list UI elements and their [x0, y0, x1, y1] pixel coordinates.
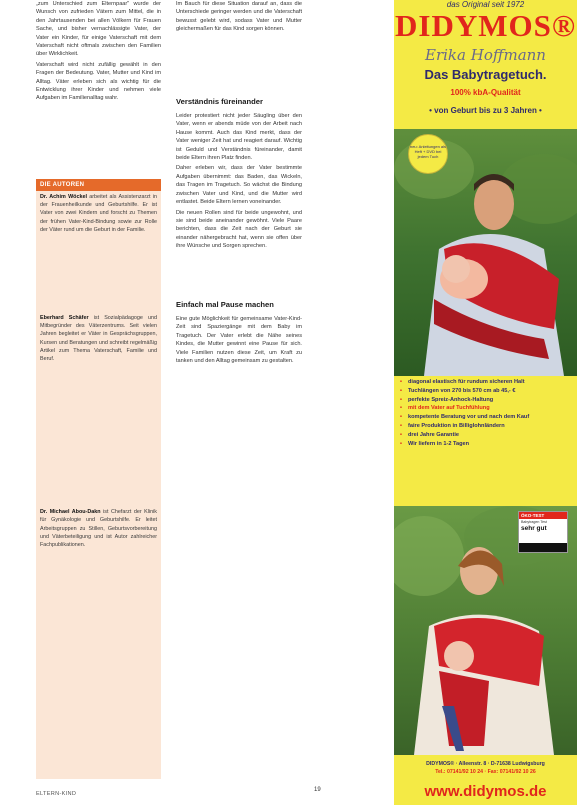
author-bio: ist Sozialpädagoge und Mitbegründer des Väterzentrums. Seit vielen Jahren begleitet er Väter in Gesprächsgruppen, Kursen und Beratungen und schreibt regelmäßig Artikel zum Thema Vaterschaft, Familie und Beruf. — [40, 315, 157, 363]
article-paragraph: Die neuen Rollen sind für beide ungewohnt, und sie sind beide aneinander gewöhnt. Viele Paare berichten, dass die Zeit nach der Geburt sie einander nähergebracht hat, wenn sie offen über ihre Wünsche und Sorgen sprechen. — [176, 209, 302, 250]
article-column-2 — [176, 0, 302, 367]
authors-box — [36, 179, 161, 779]
author-bio: ist Chefarzt der Klinik für Gynäkologie und Geburtshilfe. Er leitet Arbeitsgruppen zu Stillen, Geburtsvorbereitung und Väterbeteiligung und ist Autor zahlreicher Fachpublikationen. — [40, 509, 157, 549]
age-range: • von Geburt bis zu 3 Jahren • — [429, 106, 542, 115]
author-name: Dr. Achim Wöckel — [40, 194, 87, 200]
author-name: Eberhard Schäfer — [40, 315, 89, 322]
article-paragraph: Vaterschaft wird nicht zufällig gewählt in den Fragen der Bedeutung. Vater, Mutter und Kind im Alltag. Väter erleben sich als wichtig für die Entwicklung ihrer Kinder und nehmen viele Aufgaben im Familienalltag wahr. — [36, 61, 161, 102]
feature-item: • Tuchlängen von 270 bis 570 cm ab 45,- € — [400, 387, 516, 394]
feature-item: • diagonal elastisch für rundum sicheren Halt — [400, 379, 525, 385]
author-entry — [36, 506, 161, 552]
phone-line: Tel.: 07141/92 10 24 · Fax: 07141/92 10 26 — [435, 769, 536, 775]
authors-box-header: DIE AUTOREN — [36, 179, 161, 191]
address-line: DIDYMOS® · Alleenstr. 8 · D-71638 Ludwigsburg — [426, 761, 545, 767]
founder-signature: Erika Hoffmann — [425, 46, 546, 64]
article-paragraph: „zum Unterschied zum Elternpaar" wurde der Wunsch von zufrieden Vätern zum Mittel, die in den Jahrtausenden bei allen Völkern für Frauen Sache, und bisher vernachlässigte Vater, der Vater ein Kinder, für einige Vaterschaft mit dem Vaterschaft nicht oftmals zwischen den Familien über Wirklichkeit. — [36, 1, 161, 58]
website-link[interactable]: www.didymos.de — [424, 783, 547, 800]
page-number: 19 — [314, 787, 321, 793]
didymos-advertisement[interactable] — [394, 0, 577, 805]
article-paragraph: Eine gute Möglichkeit für gemeinsame Vater-Kind-Zeit sind Spaziergänge mit dem Baby im Tragetuch. Der Vater erlebt die Nähe seines Kindes, die Mutter gewinnt eine Pause für sich. Viele Familien nutzen diese Zeit, um Kraft zu tanken und den Alltag gemeinsam zu gestalten. — [176, 315, 302, 364]
feature-item: • perfekte Spreiz-Anhock-Haltung — [400, 396, 494, 403]
feature-item: • faire Produktion in Billiglohnländern — [400, 422, 505, 429]
author-entry — [36, 191, 161, 237]
author-name: Dr. Michael Abou-Dakn — [40, 509, 101, 516]
author-entry — [36, 312, 161, 366]
feature-list — [394, 378, 577, 448]
magazine-name: ELTERN-KIND — [36, 791, 77, 797]
article-paragraph: Leider protestiert nicht jeder Säugling über den Vater, wenn er abends müde von der Arbeit nach Hause kommt. Auch das Kind merkt, dass der Vater weniger Zeit hat und reagiert darauf. Wichtig ist Geduld und Verständnis füreinander, damit beide Eltern ihren Platz finden. — [176, 113, 302, 162]
feature-item: • Wir liefern in 1-2 Tagen — [400, 440, 470, 447]
ad-tagline: das Original seit 1972 — [446, 0, 525, 9]
contact-info — [394, 760, 577, 776]
dvd-badge: neu: Anleitungen als Heft + DVD bei jedem Tuch — [408, 134, 448, 174]
article-paragraph: Im Bauch für diese Situation darauf an, dass die Unterschiede geringer werden und die Vaterschaft bewusst gelebt wird, sodass Vater und Mutter gleichermaßen für das Kind sorgen können. — [176, 1, 302, 33]
article-paragraph: Daher erleben wir, dass der Vater bestimmte Aufgaben übernimmt: das Baden, das Wickeln, das Tragen im Tragetuch. So wächst die Bindung zwischen Vater und Kind, und die Mutter wird entlastet. Beide Eltern lernen voneinander. — [176, 165, 302, 206]
quality-claim: 100% kbA-Qualität — [450, 88, 521, 97]
mother-with-baby-photo — [394, 506, 577, 755]
author-bio: arbeitet als Assistenzarzt in der Frauenheilkunde und Geburtshilfe. Er ist Vater von zwei Kindern und forscht zu Themen der frühen Vater-Kind-Bindung sowie zur Rolle der Väter rund um die Geburt in der Familie. — [40, 194, 157, 233]
ad-title: Das Babytragetuch. — [424, 67, 547, 82]
feature-item: • drei Jahre Garantie — [400, 431, 459, 438]
article-column-1 — [36, 0, 161, 105]
father-with-baby-photo — [394, 129, 577, 376]
brand-logo: DIDYMOS® — [395, 8, 576, 43]
section-heading: Verständnis füreinander — [176, 96, 263, 106]
feature-item: • kompetente Beratung vor und nach dem Kauf — [400, 414, 530, 421]
feature-item: • mit dem Vater auf Tuchfühlung — [400, 405, 490, 412]
test-award-badge: ÖKO-TEST Babytragen Test sehr gut — [518, 511, 568, 553]
section-heading: Einfach mal Pause machen — [176, 299, 274, 309]
